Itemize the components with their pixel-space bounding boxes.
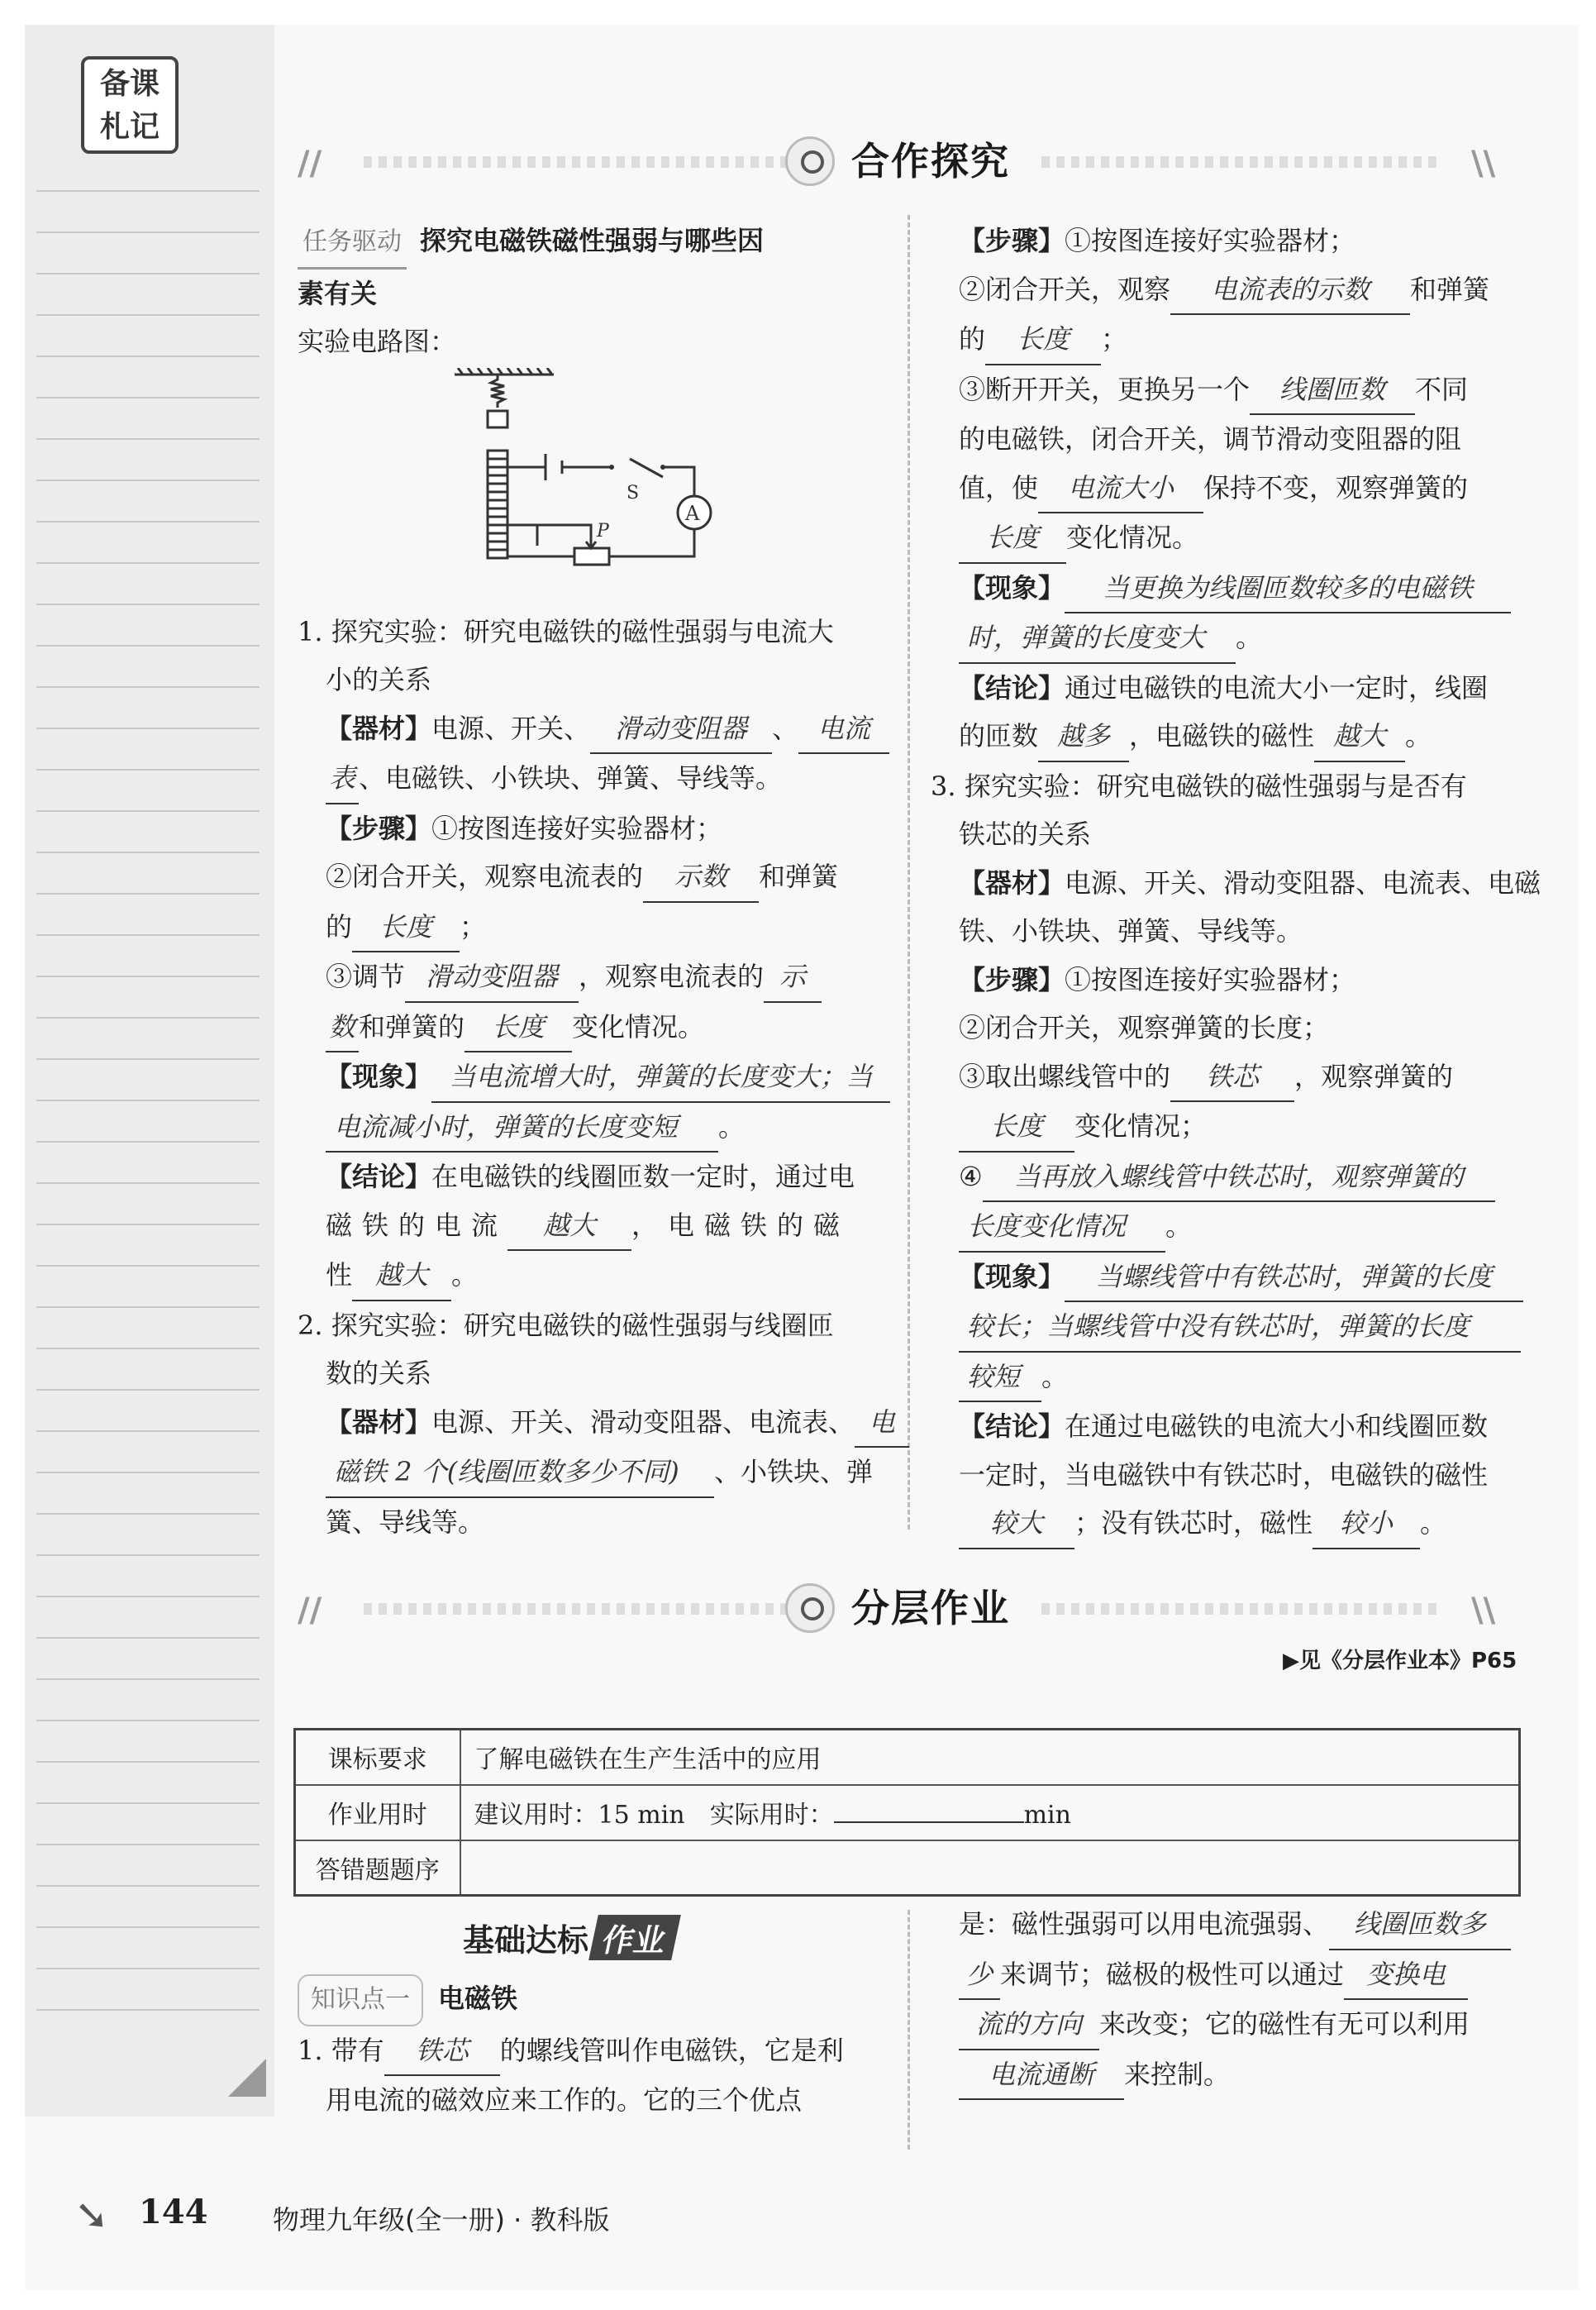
answer-blank: 电 xyxy=(855,1398,909,1449)
answer-blank: 电流表的示数 xyxy=(1170,265,1410,316)
notes-ruled-line xyxy=(36,934,260,936)
notes-ruled-line xyxy=(36,521,260,523)
notes-ruled-line xyxy=(36,1224,260,1225)
column-divider xyxy=(908,1910,910,2150)
basic-level-banner: 基础达标 作业 xyxy=(463,1915,676,1961)
answer-blank: 线圈匝数多 xyxy=(1329,1900,1511,1950)
notes-ruled-line xyxy=(36,397,260,399)
notes-ruled-line xyxy=(36,1513,260,1515)
notes-ruled-line xyxy=(36,1761,260,1763)
answer-blank: 铁芯 xyxy=(384,2026,500,2077)
table-row: 作业用时 建议用时：15 min 实际用时： min xyxy=(295,1785,1520,1840)
answer-blank: 时，弹簧的长度变大 xyxy=(959,613,1236,664)
section-banner-cooperative xyxy=(298,128,1521,194)
answer-blank: 示数 xyxy=(643,852,759,903)
circuit-diagram xyxy=(446,368,727,579)
notes-ruled-line xyxy=(36,190,260,192)
answer-blank: 越大 xyxy=(352,1251,451,1301)
notes-ruled-line xyxy=(36,356,260,357)
notes-ruled-line xyxy=(36,893,260,895)
notes-ruled-line xyxy=(36,686,260,688)
notes-ruled-line xyxy=(36,1885,260,1887)
backslash-icon: \\ xyxy=(1471,145,1496,183)
layers-icon xyxy=(785,1583,835,1633)
notes-ruled-line xyxy=(36,604,260,605)
notes-title-box xyxy=(81,56,179,154)
ceiling-support xyxy=(455,368,554,375)
time-input-blank xyxy=(834,1802,1024,1823)
answer-blank: 长度 xyxy=(959,1102,1074,1153)
page-number: 144 xyxy=(139,2193,208,2231)
notes-ruled-line xyxy=(36,1182,260,1184)
task-tag: 任务驱动 xyxy=(298,218,407,270)
notes-ruled-line xyxy=(36,480,260,481)
notes-ruled-line xyxy=(36,1058,260,1060)
homework-left: 知识点一 电磁铁 1. 带有 铁芯 的螺线管叫作电磁铁，它是利 用电流的磁效应来工作的。它的三个优点 xyxy=(298,1974,889,2125)
notes-ruled-line xyxy=(36,1472,260,1473)
notes-ruled-line xyxy=(36,2009,260,2011)
notes-ruled-line xyxy=(36,1802,260,1804)
answer-blank: 少 xyxy=(959,1950,1000,2001)
notes-ruled-line xyxy=(36,810,260,812)
answer-blank: 越大 xyxy=(1314,712,1405,762)
answer-blank: 较长；当螺线管中没有铁芯时，弹簧的长度 xyxy=(959,1302,1521,1353)
answer-blank: 长度 xyxy=(352,903,460,953)
notes-ruled-line xyxy=(36,1100,260,1101)
answer-blank: 较短 xyxy=(959,1353,1041,1403)
answer-blank: 磁铁 2 个(线圈匝数多少不同) xyxy=(326,1448,714,1498)
notes-ruled-line xyxy=(36,562,260,564)
task-title: 探究电磁铁磁性强弱与哪些因 xyxy=(420,225,765,256)
answer-blank: 电流通断 xyxy=(959,2050,1124,2101)
switch-label: S xyxy=(626,483,640,504)
exp1-title: 1. 探究实验：研究电磁铁的磁性强弱与电流大 xyxy=(298,615,834,647)
table-row: 课标要求 了解电磁铁在生产生活中的应用 xyxy=(295,1730,1520,1785)
answer-blank: 示 xyxy=(764,952,822,1003)
answer-blank: 当电流增大时，弹簧的长度变大；当 xyxy=(431,1052,890,1103)
notes-ruled-line xyxy=(36,1430,260,1432)
switch-contact xyxy=(609,465,614,470)
answer-blank: 长度 xyxy=(959,513,1066,564)
answer-blank: 电流 xyxy=(798,704,889,755)
magnifier-icon xyxy=(785,136,835,186)
notes-ruled-line xyxy=(36,1554,260,1556)
answer-blank: 变换电 xyxy=(1344,1950,1468,2001)
book-title: 物理九年级(全一册) · 教科版 xyxy=(273,2204,610,2236)
iron-block xyxy=(488,411,507,427)
notes-ruled-line xyxy=(36,438,260,440)
electromagnet-coil xyxy=(488,451,507,558)
backslash-icon: \\ xyxy=(1471,1592,1496,1630)
slash-icon: // xyxy=(298,1592,322,1630)
answer-blank: 较大 xyxy=(959,1499,1074,1549)
answer-blank: 铁芯 xyxy=(1170,1052,1294,1103)
homework-info-table xyxy=(293,1728,1521,1897)
answer-blank: 长度 xyxy=(985,315,1101,365)
svg-text:A: A xyxy=(685,502,700,525)
notes-ruled-line xyxy=(36,1926,260,1928)
ammeter xyxy=(678,496,711,529)
column-divider xyxy=(908,215,910,1530)
section-title: 合作探究 xyxy=(851,139,1010,184)
notes-ruled-line xyxy=(36,976,260,977)
notes-ruled-line xyxy=(36,769,260,771)
answer-blank: 流的方向 xyxy=(959,2000,1099,2050)
answer-blank: 电流减小时，弹簧的长度变短 xyxy=(326,1103,718,1153)
answer-blank: 表 xyxy=(326,754,359,804)
notes-ruled-line xyxy=(36,728,260,729)
section-banner-homework xyxy=(298,1575,1521,1641)
knowledge-point-title: 电磁铁 xyxy=(438,1983,518,2014)
answer-blank: 数 xyxy=(326,1003,359,1053)
right-column: 【步骤】①按图连接好实验器材； ②闭合开关，观察 电流表的示数 和弹簧 的 长度 ； ③断开开关，更换另一个 线圈匝数 不同 的电磁铁，闭合开关，调节滑动变阻器的阻 值，使 电流大小 保持不变，观察弹簧的 长度 变化情况。 【现象】 当更换为线圈匝数较多的电磁铁 时，弹簧的长度变大 。 【结论】通过电磁铁的电流大小一定时，线圈 的匝数 越多 ，电磁铁的磁性 越大 。 3. 探究实验：研究电磁铁的磁性强弱与是否有 铁芯的关系 【器材】电源、开关、滑动变阻器、电流表、电磁 铁、小铁块、弹簧、导线等。 【步骤】①按图连接好实验器材； ②闭合开关，观察弹簧的长度； ③取出螺线管中的 铁芯 ，观察弹簧的 长度 变化情况； ④ 当再放入螺线管中铁芯时，观察弹簧的 长度变化情况 。 【现象】 当螺线管中有铁芯时，弹簧的长度 较长；当螺线管中没有铁芯时，弹簧的长度 较短 。 【结论】在通过电磁铁的电流大小和线圈匝数 一定时，当电磁铁中有铁芯时，电磁铁的磁性 较大 ；没有铁芯时，磁性 较小 。 xyxy=(959,217,1529,1549)
answer-blank: 越多 xyxy=(1038,712,1129,762)
exp2-title: 2. 探究实验：研究电磁铁的磁性强弱与线圈匝 xyxy=(298,1309,834,1341)
notes-ruled-line xyxy=(36,1141,260,1143)
notes-ruled-line xyxy=(36,1720,260,1721)
wires xyxy=(507,459,694,556)
notes-ruled-line xyxy=(36,1844,260,1845)
answer-blank: 当螺线管中有铁芯时，弹簧的长度 xyxy=(1065,1253,1523,1303)
circuit-label: 实验电路图： xyxy=(298,326,457,357)
notes-title-line1: 备课 xyxy=(99,67,160,101)
notes-ruled-line xyxy=(36,1306,260,1308)
answer-blank: 越大 xyxy=(507,1201,631,1252)
answer-blank: 长度 xyxy=(465,1003,572,1053)
answer-blank: 滑动变阻器 xyxy=(405,952,579,1003)
notes-ruled-line xyxy=(36,1968,260,1969)
notes-ruled-line xyxy=(36,1348,260,1349)
answer-blank: 当再放入螺线管中铁芯时，观察弹簧的 xyxy=(983,1153,1495,1203)
section-title: 分层作业 xyxy=(851,1586,1010,1630)
notes-ruled-line xyxy=(36,852,260,853)
answer-blank: 当更换为线圈匝数较多的电磁铁 xyxy=(1065,564,1511,614)
notes-ruled-line xyxy=(36,1017,260,1019)
table-row: 答错题题序 xyxy=(295,1840,1520,1896)
workbook-reference: ▶见《分层作业本》P65 xyxy=(1283,1649,1517,1673)
answer-blank: 较小 xyxy=(1313,1499,1420,1549)
notes-ruled-line xyxy=(36,314,260,316)
switch-contact xyxy=(660,465,665,470)
notes-ruled-line xyxy=(36,231,260,233)
homework-right: 是：磁性强弱可以用电流强弱、 线圈匝数多 少 来调节；磁极的极性可以通过 变换电 流的方向 来改变；它的磁性有无可以利用 电流通断 来控制。 xyxy=(959,1900,1529,2100)
left-column: 任务驱动 探究电磁铁磁性强弱与哪些因 素有关 实验电路图： 1. 探究实验：研究电磁铁的磁性强弱与电流大 小的关系 【器材】电源、开关、 滑动变阻器 、 电流 表 、电磁铁、小铁块、弹簧、导线等。 【步骤】①按图连接好实验器材； ②闭合开关，观察电流表的 示数 和弹簧 的 长度 ； ③调节 滑动变阻器 ，观察电流表的 示 数 和弹簧的 长度 变化情况。 【现象】 当电流增大时，弹簧的长度变大；当 电流减小时，弹簧的长度变短 。 【结论】在电磁铁的线圈匝数一定时，通过电 磁铁的电流 越大 ，电磁铁的磁 性 越大 。 2. 探究实验：研究电磁铁的磁性强弱与线圈匝 数的关系 【器材】电源、开关、滑动变阻器、电流表、 电 磁铁 2 个(线圈匝数多少不同) 、小铁块、弹 簧、导线等。 xyxy=(298,217,889,1546)
notes-ruled-line xyxy=(36,1265,260,1267)
notes-ruled-line xyxy=(36,1596,260,1597)
battery xyxy=(545,454,562,480)
answer-blank: 电流大小 xyxy=(1038,464,1203,514)
answer-blank: 滑动变阻器 xyxy=(590,704,772,755)
svg-text:P: P xyxy=(597,521,609,542)
answer-blank: 长度变化情况 xyxy=(959,1202,1165,1253)
spring xyxy=(491,375,504,408)
knowledge-point-tag: 知识点一 xyxy=(298,1974,423,2026)
notes-ruled-line xyxy=(36,645,260,647)
slash-icon: // xyxy=(298,145,322,183)
page-corner-icon xyxy=(228,2059,266,2097)
exp3-title: 3. 探究实验：研究电磁铁的磁性强弱与是否有 xyxy=(931,770,1467,802)
notes-ruled-line xyxy=(36,1637,260,1639)
footer-arrow-icon: ➘ xyxy=(74,2191,109,2239)
task-title-cont: 素有关 xyxy=(298,277,378,309)
answer-blank: 线圈匝数 xyxy=(1250,365,1415,416)
notes-ruled-line xyxy=(36,1678,260,1680)
notes-ruled-line xyxy=(36,273,260,274)
notes-title-line2: 札记 xyxy=(99,110,160,144)
notes-ruled-line xyxy=(36,1389,260,1391)
